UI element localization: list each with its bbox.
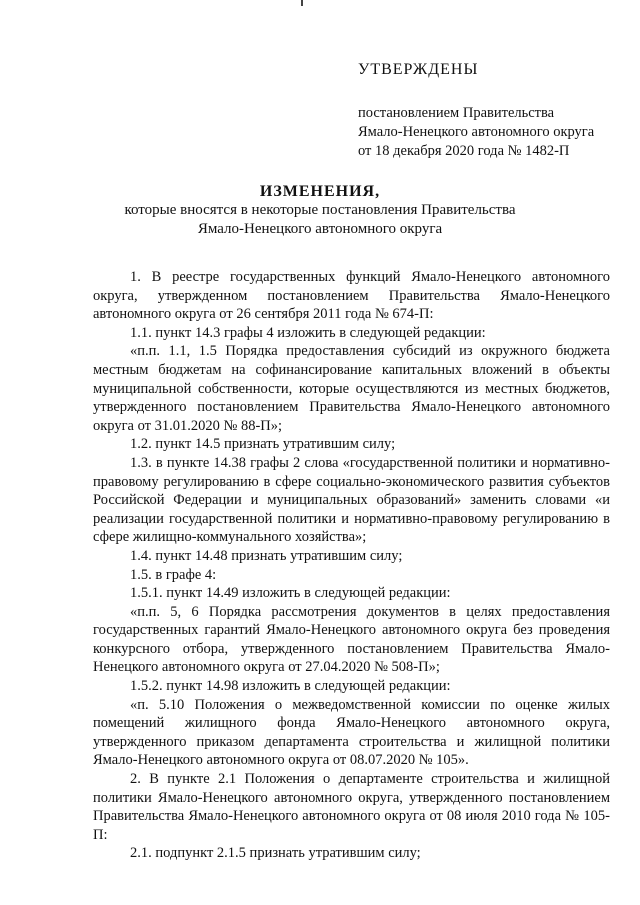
approval-line-3: от 18 декабря 2020 года № 1482-П: [358, 143, 570, 159]
approval-block: [358, 60, 628, 161]
paragraph: «п.п. 1.1, 1.5 Порядка предоставления субсидий из окружного бюджета местным бюджетам на софинансирование капитальных вложений в объекты муниципальной собственности, которые осуществляются из местных бюджетов, утвержденного постановлением Правительства Ямало-Ненецкого автономного округа от 31.01.2020 № 88-П»;: [93, 343, 610, 434]
paragraph: 1.5.1. пункт 14.49 изложить в следующей редакции:: [130, 585, 451, 602]
document-subtitle-line-1: которые вносятся в некоторые постановления Правительства: [124, 202, 516, 218]
document-body: [93, 268, 610, 863]
paragraph: «п.п. 5, 6 Порядка рассмотрения документов в целях предоставления государственных гарантий Ямало-Ненецкого автономного округа без проведения конкурсного отбора, утвержденного постановлением Правительства Ямало-Ненецкого автономного округа от 27.04.2020 № 508-П»;: [93, 603, 610, 676]
paragraph: 1. В реестре государственных функций Ямало-Ненецкого автономного округа, утвержденном постановлением Правительства Ямало-Ненецкого автономного округа от 26 сентября 2011 года № 674-П:: [93, 269, 610, 323]
paragraph: 1.2. пункт 14.5 признать утратившим силу;: [130, 436, 396, 453]
paragraph: 2.1. подпункт 2.1.5 признать утратившим силу;: [130, 845, 421, 862]
page-edge-mark: [301, 0, 303, 6]
paragraph: 2. В пункте 2.1 Положения о департаменте строительства и жилищной политики Ямало-Ненецкого автономного округа, утвержденного постановлением Правительства Ямало-Ненецкого автономного округа от 08 июля 2010 года № 105-П:: [93, 771, 610, 843]
document-heading: [0, 182, 640, 239]
approval-line-2: Ямало-Ненецкого автономного округа: [358, 124, 595, 140]
approval-title: УТВЕРЖДЕНЫ: [358, 61, 479, 78]
paragraph: «п. 5.10 Положения о межведомственной комиссии по оценке жилых помещений жилищного фонда Ямало-Ненецкого автономного округа, утвержденного приказом департамента строительства и жилищной политики Ямало-Ненецкого автономного округа от 08.07.2020 № 105».: [93, 696, 610, 769]
paragraph: 1.5.2. пункт 14.98 изложить в следующей редакции:: [130, 678, 451, 695]
paragraph: 1.3. в пункте 14.38 графы 2 слова «государственной политики и нормативно-правовому регулированию в сфере социально-экономического развития субъектов Российской Федерации и муниципальных образований» заменить словами «и реализации государственной политики и нормативно-правовому регулированию в сфере жилищно-коммунального хозяйства»;: [93, 454, 610, 546]
approval-line-1: постановлением Правительства: [358, 105, 555, 121]
paragraph: 1.4. пункт 14.48 признать утратившим силу;: [130, 547, 403, 564]
paragraph: 1.1. пункт 14.3 графы 4 изложить в следующей редакции:: [130, 324, 486, 341]
document-title: ИЗМЕНЕНИЯ,: [259, 183, 381, 200]
document-subtitle-line-2: Ямало-Ненецкого автономного округа: [197, 221, 443, 237]
paragraph: 1.5. в графе 4:: [130, 566, 217, 583]
